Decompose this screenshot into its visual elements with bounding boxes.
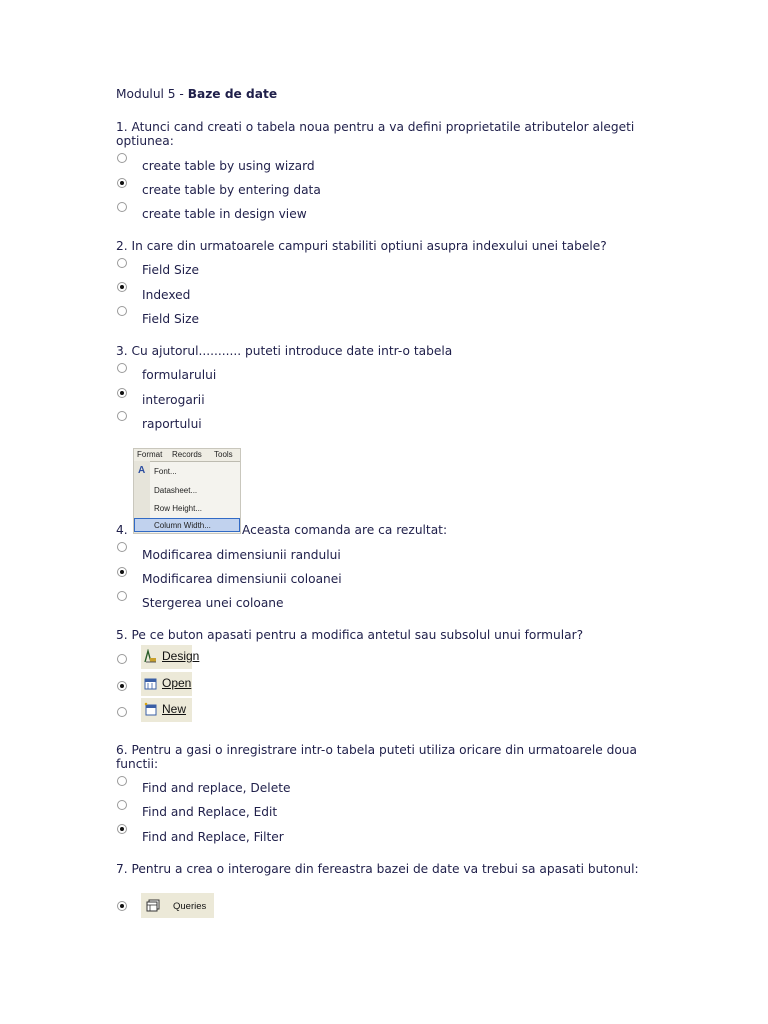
q4-option-3: Stergerea unei coloane: [142, 596, 284, 610]
q1-option-3: create table in design view: [142, 207, 307, 221]
q6-radio-2[interactable]: [117, 800, 127, 810]
q3-option-2: interogarii: [142, 393, 205, 407]
open-button[interactable]: [141, 672, 192, 696]
menu-item-datasheet: Datasheet...: [154, 486, 198, 495]
new-label: New: [162, 702, 187, 716]
q6-option-3: Find and Replace, Filter: [142, 830, 284, 844]
q2-radio-3[interactable]: [117, 306, 127, 316]
q3-radio-2[interactable]: [117, 388, 127, 398]
q2-radio-1[interactable]: [117, 258, 127, 268]
q1-option-2: create table by entering data: [142, 183, 321, 197]
q5-radio-3[interactable]: [117, 707, 127, 717]
font-icon: A: [138, 465, 146, 476]
q2-option-3: Field Size: [142, 312, 200, 326]
q2-option-1: Field Size: [142, 263, 200, 277]
q5-radio-1[interactable]: [117, 654, 127, 664]
page-title: [116, 87, 277, 101]
question-7-text: 7. Pentru a crea o interogare din fereastra bazei de date va trebui sa apasati butonul:: [116, 862, 639, 876]
module-name: Baze de date: [187, 87, 278, 101]
new-icon: [144, 702, 157, 716]
design-icon: [144, 649, 157, 663]
menu-records: Records: [172, 450, 202, 459]
q1-radio-3[interactable]: [117, 202, 127, 212]
q6-radio-3[interactable]: [117, 824, 127, 834]
open-icon: [144, 676, 157, 690]
menu-item-row-height: Row Height...: [154, 504, 203, 513]
q3-radio-1[interactable]: [117, 363, 127, 373]
format-menu-image: [133, 448, 241, 534]
queries-button[interactable]: [141, 893, 214, 918]
menu-item-column-width: Column Width...: [154, 521, 211, 530]
question-5-text: 5. Pe ce buton apasati pentru a modifica antetul sau subsolul unui formular?: [116, 628, 584, 642]
q3-option-3: raportului: [142, 417, 202, 431]
queries-icon: [146, 899, 160, 912]
q4-radio-1[interactable]: [117, 542, 127, 552]
menu-item-font: Font...: [154, 467, 177, 476]
question-1-text: 1. Atunci cand creati o tabela noua pentru a va defini proprietatile atributelor alegeti optiunea:: [116, 120, 635, 148]
q3-option-1: formularului: [142, 368, 217, 382]
menu-tools: Tools: [214, 450, 233, 459]
q6-radio-1[interactable]: [117, 776, 127, 786]
q1-radio-1[interactable]: [117, 153, 127, 163]
q6-option-2: Find and Replace, Edit: [142, 805, 278, 819]
design-button[interactable]: [141, 645, 200, 669]
q4-option-1: Modificarea dimensiunii randului: [142, 548, 341, 562]
q2-radio-2[interactable]: [117, 282, 127, 292]
open-label: Open: [162, 676, 192, 690]
new-button[interactable]: [141, 698, 192, 722]
menu-format: Format: [137, 450, 163, 459]
q4-radio-2[interactable]: [117, 567, 127, 577]
q4-radio-3[interactable]: [117, 591, 127, 601]
q1-radio-2[interactable]: [117, 178, 127, 188]
q5-radio-2[interactable]: [117, 681, 127, 691]
q2-option-2: Indexed: [142, 288, 191, 302]
q7-radio-1[interactable]: [117, 901, 127, 911]
design-label: Design: [162, 649, 200, 663]
queries-label: Queries: [173, 901, 207, 912]
question-3-text: 3. Cu ajutorul........... puteti introduce date intr-o tabela: [116, 344, 453, 358]
q4-option-2: Modificarea dimensiunii coloanei: [142, 572, 342, 586]
question-2-text: 2. In care din urmatoarele campuri stabiliti optiuni asupra indexului unei tabele?: [116, 239, 607, 253]
q1-option-1: create table by using wizard: [142, 159, 315, 173]
q6-option-1: Find and replace, Delete: [142, 781, 291, 795]
module-label: Modulul 5 -: [116, 87, 188, 101]
q3-radio-3[interactable]: [117, 411, 127, 421]
question-4-number: 4.: [116, 523, 128, 537]
question-6-text: 6. Pentru a gasi o inregistrare intr-o tabela puteti utiliza oricare din urmatoarele doua functii:: [116, 743, 637, 771]
question-4-text: Aceasta comanda are ca rezultat:: [242, 523, 448, 537]
